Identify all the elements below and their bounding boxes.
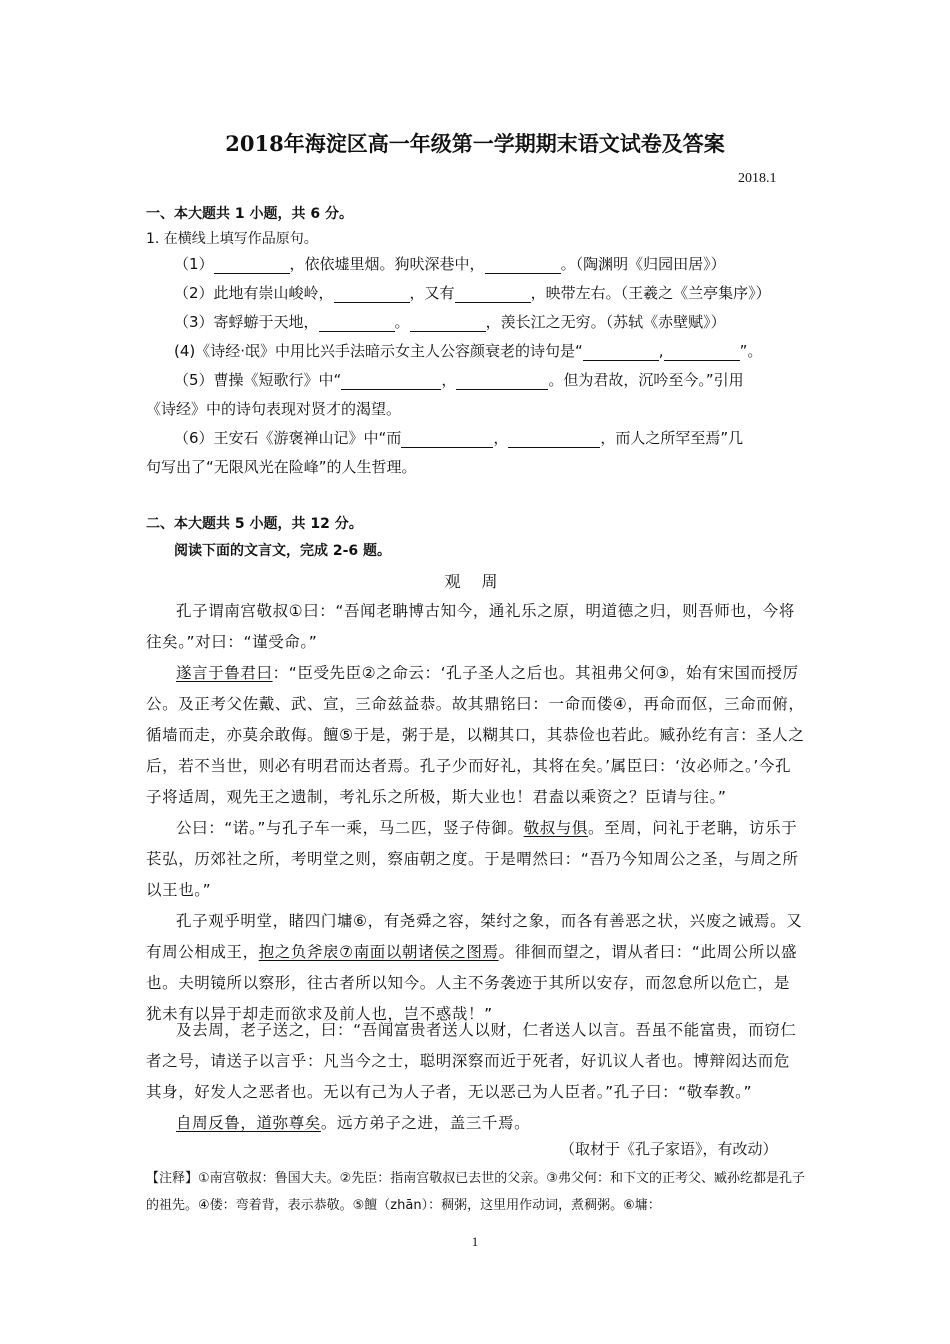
answer-blank[interactable] [456,373,548,390]
fill-item-1: （1） ，依依墟里烟。狗吠深巷中， 。（陶渊明《归园田居》） [174,255,726,273]
page-number: 1 [471,1234,479,1249]
page-title: 2018年海淀区高一年级第一学期期末语文试卷及答案 [225,131,725,156]
passage-paragraph-2: 遂言于鲁君曰：“臣受先臣②之命云：‘孔子圣人之后也。其祖弗父何③，始有宋国而授厉公。及正考父佐戴、武、宣，三命兹益恭。故其鼎铭曰：一命而偻④，再命而伛，三命而俯，循墙而走，亦莫余敢侮。饘⑤于是，粥于是，以糊其口，其恭俭也若此。臧孙纥有言：圣人之后，若不当世，则必有明君而达者焉。孔子少而好礼，其将在矣。’属臣曰：‘汝必师之。’今孔子将适周，观先王之遗制，考礼乐之所极，斯大业也！君盍以乘资之？臣请与往。” [146,664,805,806]
fill-item-5-continued: 《诗经》中的诗句表现对贤才的渴望。 [146,400,402,418]
answer-blank[interactable] [401,431,493,448]
passage-paragraph-1: 孔子谓南宫敬叔①曰：“吾闻老聃博古知今，通礼乐之原，明道德之归，则吾师也，今将往矣。”对曰：“谨受命。” [146,602,795,651]
annotations: 【注释】①南宫敬叔：鲁国大夫。②先臣：指南宫敬叔已去世的父亲。③弗父何：和下文的正考父、臧孙纥都是孔子的祖先。④偻：弯着背，表示恭敬。⑤饘（zhān）：稠粥，这里用作动词，煮稠粥。⑥墉： [146,1171,805,1213]
underlined-sentence: 自周反鲁，道弥尊矣 [176,1114,321,1132]
answer-blank[interactable] [334,286,410,303]
passage-source: （取材于《孔子家语》，有改动） [560,1140,778,1158]
answer-blank[interactable] [485,257,561,274]
passage-paragraph-6: 自周反鲁，道弥尊矣。远方弟子之进，盖三千焉。 [176,1114,531,1132]
section2-instruction: 阅读下面的文言文，完成 2-6 题。 [174,543,392,559]
answer-blank[interactable] [341,373,441,390]
underlined-sentence: 敬叔与俱 [523,819,589,837]
passage-paragraph-3: 公曰：“诺。”与孔子车一乘，马二匹，竖子侍御。敬叔与俱。至周，问礼于老聃，访乐于苌弘，历郊社之所，考明堂之则，察庙朝之度。于是喟然曰：“吾乃今知周公之圣，与周之所以王也。” [146,819,799,899]
section1-heading: 一、本大题共 1 小题，共 6 分。 [146,206,353,222]
exam-date: 2018.1 [738,171,777,186]
fill-item-4: (4)《诗经·氓》中用比兴手法暗示女主人公容颜衰老的诗句是“ , ”。 [174,342,763,360]
fill-item-6-continued: 句写出了“无限风光在险峰”的人生哲理。 [146,458,417,476]
underlined-sentence: 遂言于鲁君曰 [176,664,273,682]
answer-blank[interactable] [664,344,740,361]
answer-blank[interactable] [410,315,486,332]
fill-item-5: （5）曹操《短歌行》中“ ， 。但为君故，沉吟至今。”引用 [174,371,744,389]
passage-paragraph-5: 及去周，老子送之，曰：“吾闻富贵者送人以财，仁者送人以言。吾虽不能富贵，而窃仁者之号，请送子以言乎：凡当今之士，聪明深察而近于死者，好讥议人者也。博辩闳达而危其身，好发人之恶者也。无以有己为人子者，无以恶己为人臣者。”孔子曰：“敬奉教。” [146,1021,797,1101]
fill-item-2: （2）此地有崇山峻岭， ，又有 ，映带左右。（王羲之《兰亭集序》） [174,284,771,302]
answer-blank[interactable] [319,315,395,332]
underlined-sentence: 抱之负斧扆⑦南面以朝诸侯之图焉 [258,943,499,961]
answer-blank[interactable] [455,286,531,303]
answer-blank[interactable] [508,431,600,448]
answer-blank[interactable] [214,257,290,274]
section2-heading: 二、本大题共 5 小题，共 12 分。 [146,516,363,532]
answer-blank[interactable] [583,344,659,361]
passage-paragraph-4: 孔子观乎明堂，睹四门墉⑥，有尧舜之容，桀纣之象，而各有善恶之状，兴废之诫焉。又有周公相成王，抱之负斧扆⑦南面以朝诸侯之图焉。徘徊而望之，谓从者曰：“此周公所以盛也。夫明镜所以察形，往古者所以知今。人主不务袭迹于其所以安存，而忽怠所以危亡，是犹未有以异于却走而欲求及前人也，岂不惑哉！” [146,912,803,1023]
fill-item-6: （6）王安石《游褒禅山记》中“而 ， ，而人之所罕至焉”几 [174,429,744,447]
passage-title: 观 周 [444,572,506,591]
question-1: 1. 在横线上填写作品原句。 [146,231,318,247]
fill-item-3: （3）寄蜉蝣于天地， 。 ，羡长江之无穷。（苏轼《赤壁赋》） [174,313,726,331]
